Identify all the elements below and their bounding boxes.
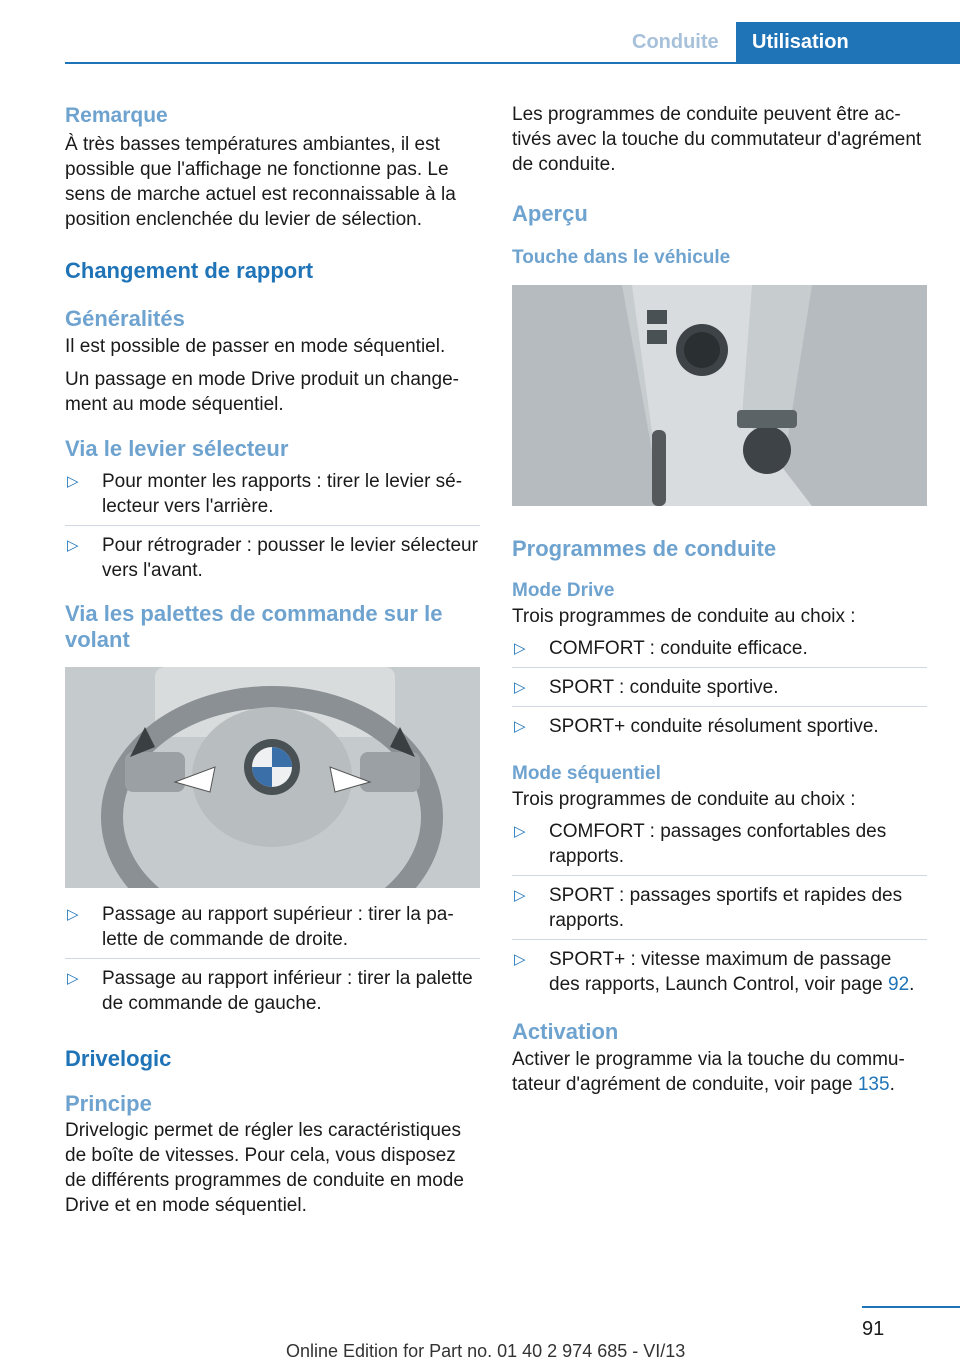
generalites-p2: Un passage en mode Drive produit un changement au mode séquentiel. [65, 369, 459, 415]
console-image [512, 285, 927, 506]
seq-title: Mode séquentiel [512, 763, 661, 784]
tab-utilisation[interactable]: Utilisation [736, 22, 960, 62]
right-column: Les programmes de conduite peuvent être activés avec la touche du commutateur d'agrément de conduite. Aperçu Touche dans le véhicule Programmes de conduite Mode Drive Trois programmes de conduite au choix : ▷ COMFORT : conduite efficace. ▷ SPORT : conduite sportive. ▷ SPORT+ conduite résolument sportive. Mode séquentiel Trois programmes de conduite au choix : ▷ COMFORT : passages confortables des rapports. ▷ SPORT : passages sportifs et rapides des rapports. ▷ SPORT+ : vitesse maximum de passage des rapports, Launch Control, voir page 92. Activation Activer le programme via la touche du commutateur d'agrément de conduite, voir page 135. [512, 102, 927, 1097]
page-number: 91 [862, 1318, 885, 1340]
triangle-bullet-icon: ▷ [67, 906, 79, 923]
triangle-bullet-icon: ▷ [514, 823, 526, 840]
triangle-bullet-icon: ▷ [514, 951, 526, 968]
principe-title: Principe [65, 1091, 152, 1116]
edition-footer: Online Edition for Part no. 01 40 2 974 685 - VI/13 [286, 1341, 686, 1361]
apercu-title: Aperçu [512, 201, 588, 226]
seq-intro: Trois programmes de conduite au choix : [512, 789, 856, 810]
list-item: ▷ COMFORT : conduite efficace. [514, 638, 808, 659]
triangle-bullet-icon: ▷ [514, 679, 526, 696]
remarque-title: Remarque [65, 104, 168, 127]
touche-title: Touche dans le véhicule [512, 247, 731, 268]
generalites-title: Généralités [65, 306, 185, 331]
tab-conduite[interactable]: Conduite [632, 31, 719, 53]
programmes-title: Programmes de conduite [512, 536, 777, 561]
palettes-title: Via les palettes de commande sur le volant [65, 601, 443, 652]
triangle-bullet-icon: ▷ [514, 718, 526, 735]
remarque-text: À très basses températures ambiantes, il est possible que l'affichage ne fonctionne pas. Le sens de marche actuel est reconnaissable à la position enclenchée du levier de sélection. [65, 134, 456, 230]
page-link-135[interactable]: 135 [857, 1074, 890, 1095]
list-item: ▷ COMFORT : passages confortables des rapports. [514, 821, 887, 867]
principe-text: Drivelogic permet de régler les caractéristiques de boîte de vitesses. Pour cela, vous disposez de différents programmes de conduite en mode Drive et en mode séquentiel. [65, 1120, 464, 1216]
generalites-p1: Il est possible de passer en mode séquentiel. [65, 336, 446, 357]
levier-title: Via le levier sélecteur [65, 436, 289, 461]
changement-title: Changement de rapport [65, 258, 314, 283]
list-item: ▷ Passage au rapport supérieur : tirer la palette de commande de droite. [67, 904, 454, 950]
header-rule [65, 62, 960, 64]
list-item: ▷ Pour rétrograder : pousser le levier sélecteur vers l'avant. [67, 535, 478, 581]
drivelogic-title: Drivelogic [65, 1046, 172, 1071]
triangle-bullet-icon: ▷ [67, 473, 79, 490]
drive-intro: Trois programmes de conduite au choix : [512, 606, 856, 627]
list-item: ▷ SPORT : conduite sportive. [514, 677, 779, 698]
triangle-bullet-icon: ▷ [67, 537, 79, 554]
list-item: ▷ SPORT : passages sportifs et rapides des rapports. [514, 885, 903, 931]
list-item: ▷ SPORT+ conduite résolument sportive. [514, 716, 879, 737]
activation-text: Activer le programme via la touche du commutateur d'agrément de conduite, voir page [512, 1049, 905, 1095]
left-column [65, 100, 480, 1218]
intro-text: Les programmes de conduite peuvent être activés avec la touche du commutateur d'agrément de conduite. [512, 104, 922, 175]
page-link-92[interactable]: 92 [888, 974, 910, 995]
triangle-bullet-icon: ▷ [514, 640, 526, 657]
list-item: ▷ Pour monter les rapports : tirer le levier sélecteur vers l'arrière. [67, 471, 463, 517]
triangle-bullet-icon: ▷ [514, 887, 526, 904]
footer-rule [862, 1306, 960, 1308]
list-item: ▷ SPORT+ : vitesse maximum de passage des rapports, Launch Control, voir page 92. [514, 949, 915, 995]
activation-title: Activation [512, 1019, 619, 1044]
steering-wheel-image [65, 667, 480, 888]
list-item: ▷ Passage au rapport inférieur : tirer la palette de commande de gauche. [67, 968, 473, 1014]
triangle-bullet-icon: ▷ [67, 970, 79, 987]
drive-title: Mode Drive [512, 580, 615, 601]
